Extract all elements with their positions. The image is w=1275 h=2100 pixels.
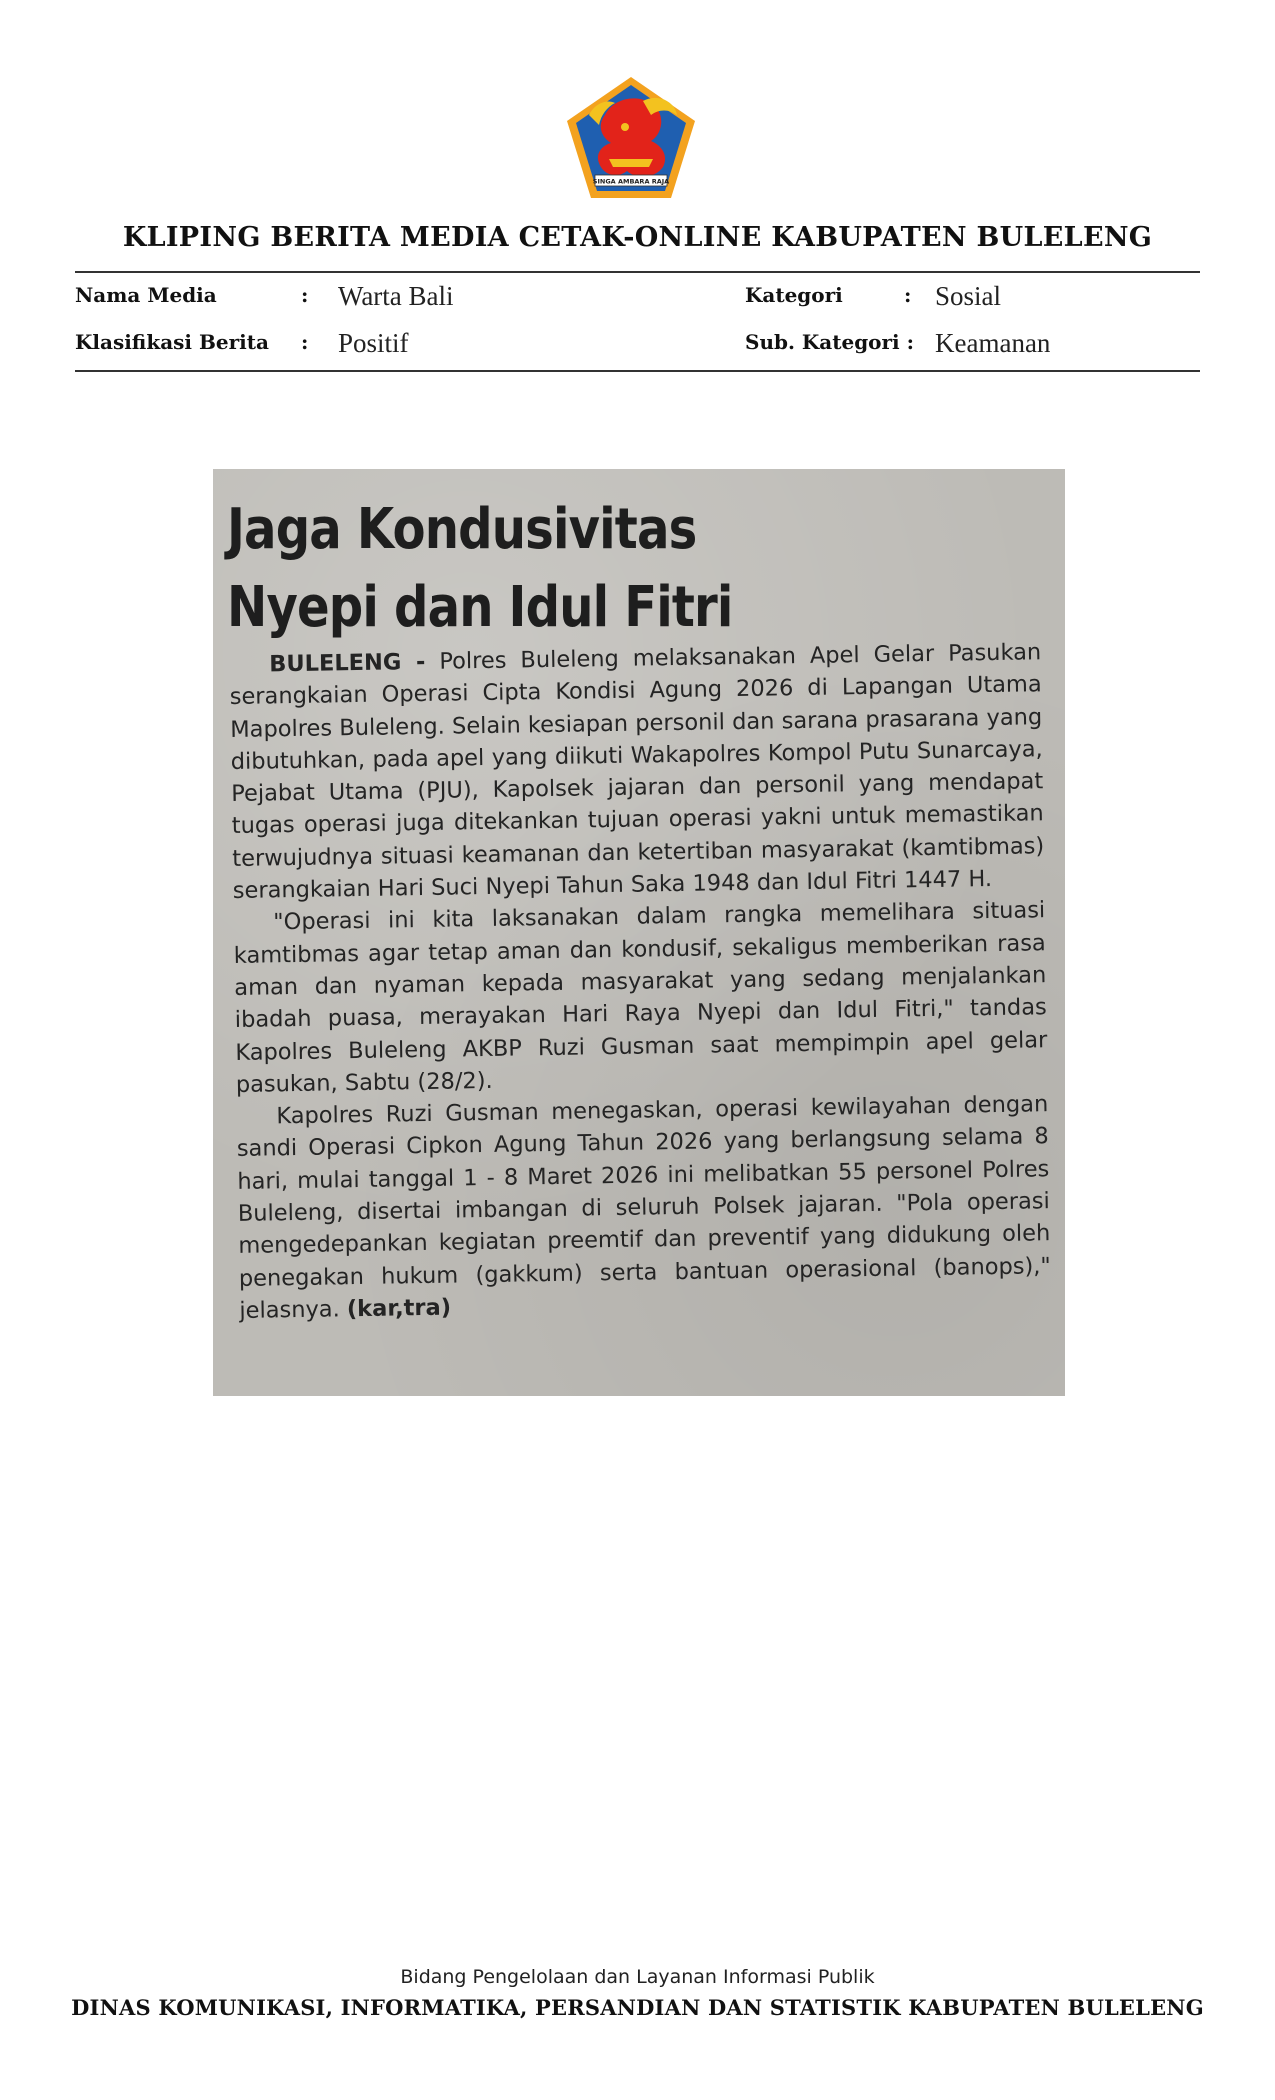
footer-subtitle: Bidang Pengelolaan dan Layanan Informasi Publik [400,1966,875,1988]
emblem-graphic [565,75,697,200]
article-paragraph: "Operasi ini kita laksanakan dalam rangka memelihara situasi kamtibmas agar tetap aman dan kondusif, sekaligus memberikan rasa aman dan nyaman kepada masyarakat yang sedang menjalankan ibadah puasa, merayakan Hari Raya Nyepi dan Idul Fitri," tandas Kapolres Buleleng AKBP Ruzi Gusman saat mempimpin apel gelar pasukan, Sabtu (28/2). [233,897,1048,1098]
singa-ambara-raja-emblem-icon [565,75,697,200]
article-paragraph [229,636,1045,907]
subkategori-label: Sub. Kategori : [745,330,915,354]
headline-line-2: Nyepi dan Idul Fitri [227,575,733,640]
newspaper-clipping [213,469,1065,1396]
kategori-value: Sosial [935,281,1002,311]
top-divider [75,271,1200,273]
media-value: Warta Bali [338,281,454,311]
paragraph-1-text: Polres Buleleng melaksanakan Apel Gelar Pasukan serangkaian Operasi Cipta Kondisi Agung 2026 di Lapangan Utama Mapolres Buleleng. Selain kesiapan personil dan sarana prasarana yang dibutuhkan, pada apel yang diikuti Wakapolres Kompol Putu Sunarcaya, Pejabat Utama (PJU), Kapolsek jajaran dan personil yang mendapat tugas operasi juga ditekankan tujuan operasi yakni untuk memastikan terwujudnya situasi keamanan dan ketertiban masyarakat (kamtibmas) serangkaian Hari Suci Nyepi Tahun Saka 1948 dan Idul Fitri 1447 H. [229,639,1045,905]
media-colon: : [301,283,309,307]
article-dateline: BULELENG - [269,648,426,678]
footer-agency: DINAS KOMUNIKASI, INFORMATIKA, PERSANDIAN DAN STATISTIK KABUPATEN BULELENG [71,1995,1204,2020]
paragraph-3-text: Kapolres Ruzi Gusman menegaskan, operasi kewilayahan dengan sandi Operasi Cipkon Agung Tahun 2026 yang berlangsung selama 8 hari, mulai tanggal 1 - 8 Maret 2026 ini melibatkan 55 personel Polres Buleleng, disertai imbangan di seluruh Polsek jajaran. "Pola operasi mengedepankan kegiatan preemtif dan preventif yang didukung oleh penegakan hukum (gakkum) serta bantuan operasional (banops)," jelasnya. [236,1091,1051,1324]
article-byline: (kar,tra) [346,1294,452,1323]
bottom-divider [75,370,1200,372]
media-label: Nama Media [75,283,217,307]
klasifikasi-colon: : [301,330,309,354]
headline-line-1: Jaga Kondusivitas [227,497,697,562]
kategori-colon: : [904,283,912,307]
subkategori-value: Keamanan [935,328,1051,358]
klasifikasi-label: Klasifikasi Berita [75,330,269,354]
article-paragraph [236,1088,1051,1327]
article-body [229,636,1052,1327]
document-title: KLIPING BERITA MEDIA CETAK-ONLINE KABUPATEN BULELENG [122,222,1153,253]
emblem-caption: SINGA AMBARA RAJA [592,177,670,186]
klasifikasi-value: Positif [338,328,409,358]
article-headline [227,491,941,647]
kategori-label: Kategori [745,283,843,307]
